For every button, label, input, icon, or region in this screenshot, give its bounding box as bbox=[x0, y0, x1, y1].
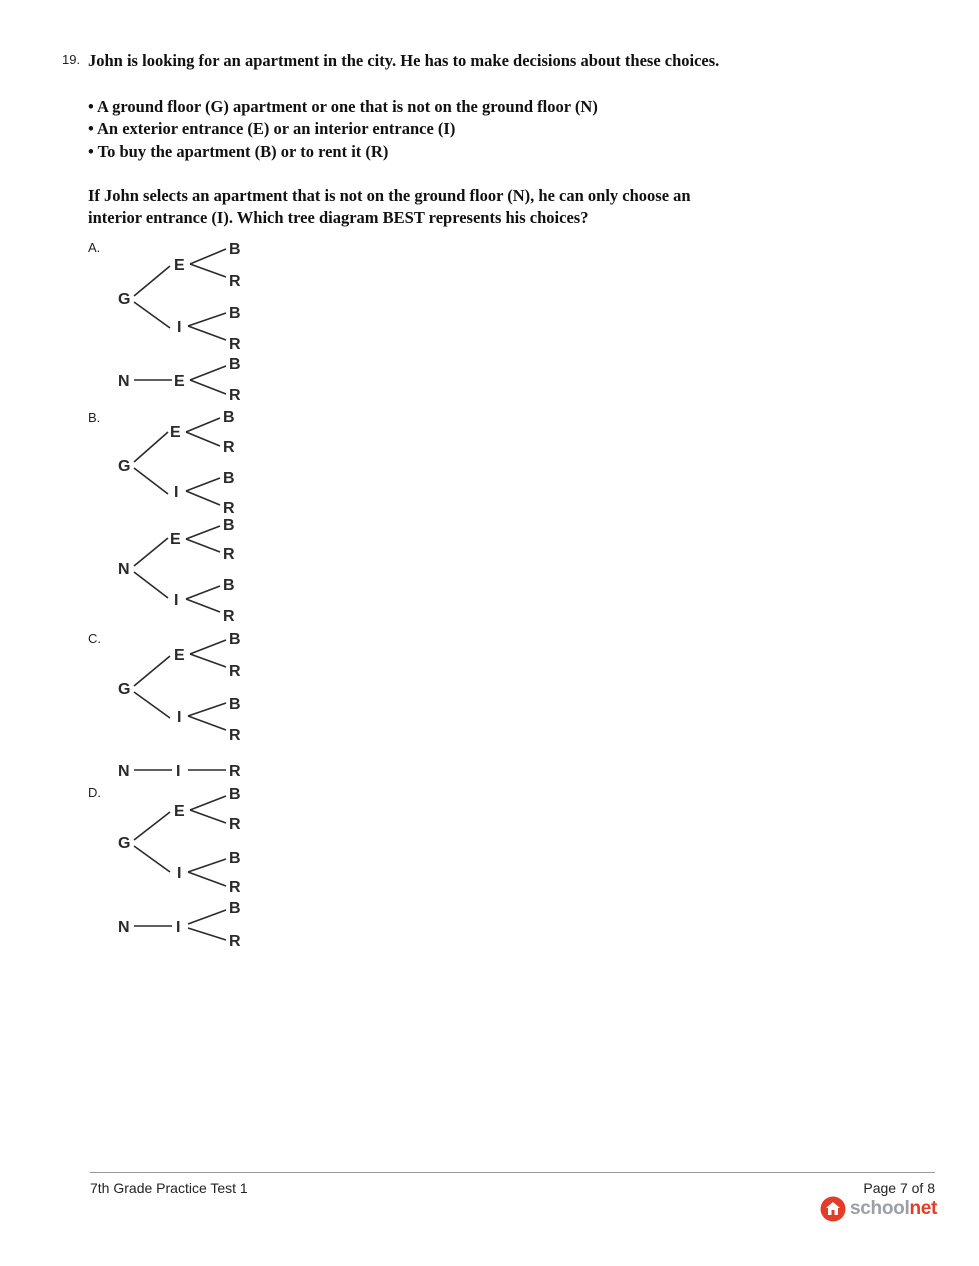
leaf-b: B bbox=[229, 305, 241, 322]
branch-i-b bbox=[186, 586, 220, 599]
branch-g-e bbox=[134, 656, 170, 686]
branch-i-r bbox=[186, 491, 220, 505]
question-prompt-line1: If John selects an apartment that is not on the ground floor (N), he can only choose an bbox=[88, 186, 691, 205]
branch-e-r bbox=[190, 810, 226, 823]
branch-i-b bbox=[188, 703, 226, 716]
leaf-r: R bbox=[229, 336, 241, 353]
leaf-r: R bbox=[229, 763, 241, 780]
branch-e-r bbox=[186, 539, 220, 552]
leaf-r: R bbox=[229, 879, 241, 896]
node-i-label: I bbox=[174, 592, 179, 609]
footer-test-name: 7th Grade Practice Test 1 bbox=[90, 1180, 248, 1196]
branch-e-b bbox=[190, 640, 226, 654]
house-icon bbox=[820, 1196, 846, 1222]
question-prompt-line2: interior entrance (I). Which tree diagram BEST represents his choices? bbox=[88, 208, 589, 227]
option-c-label[interactable]: C. bbox=[88, 631, 101, 646]
brand-part-net: net bbox=[909, 1198, 938, 1219]
leaf-r: R bbox=[229, 273, 241, 290]
bullet-entrance: • An exterior entrance (E) or an interior entrance (I) bbox=[88, 119, 456, 138]
branch-i-r bbox=[188, 872, 226, 886]
node-i-label: I bbox=[174, 484, 179, 501]
leaf-r: R bbox=[229, 387, 241, 404]
bullet-buy-rent: • To buy the apartment (B) or to rent it (R) bbox=[88, 142, 389, 161]
leaf-r: R bbox=[223, 500, 235, 517]
option-d-label[interactable]: D. bbox=[88, 785, 101, 800]
leaf-b: B bbox=[223, 517, 235, 534]
leaf-b: B bbox=[223, 577, 235, 594]
footer-divider bbox=[90, 1172, 935, 1173]
node-e-label: E bbox=[174, 373, 185, 390]
node-n-label: N bbox=[118, 919, 130, 936]
branch-e-r bbox=[190, 264, 226, 277]
branch-e-r bbox=[190, 654, 226, 667]
footer-page-number: Page 7 of 8 bbox=[863, 1180, 935, 1196]
branch-i-r bbox=[188, 716, 226, 730]
brand-name bbox=[850, 1198, 937, 1220]
node-i-label: I bbox=[176, 763, 181, 780]
branch-i-r bbox=[186, 599, 220, 612]
bullet-ground-floor: • A ground floor (G) apartment or one that is not on the ground floor (N) bbox=[88, 97, 598, 116]
branch-n-e bbox=[134, 538, 168, 566]
option-b-label[interactable]: B. bbox=[88, 410, 101, 425]
branch-g-e bbox=[134, 266, 170, 296]
branch-g-i bbox=[134, 692, 170, 718]
branch-e-b bbox=[186, 418, 220, 432]
option-d-tree-diagram[interactable] bbox=[108, 782, 258, 950]
leaf-r: R bbox=[229, 663, 241, 680]
node-e-label: E bbox=[170, 531, 181, 548]
leaf-b: B bbox=[229, 786, 241, 803]
node-i-label: I bbox=[177, 865, 182, 882]
node-g-label: G bbox=[118, 835, 131, 852]
node-g-label: G bbox=[118, 681, 131, 698]
branch-e-r bbox=[186, 432, 220, 446]
branch-g-i bbox=[134, 302, 170, 328]
node-g-label: G bbox=[118, 291, 131, 308]
node-i-label: I bbox=[176, 919, 181, 936]
option-a-tree-diagram[interactable] bbox=[108, 236, 258, 404]
node-n-label: N bbox=[118, 561, 130, 578]
branch-i-r bbox=[188, 326, 226, 340]
leaf-b: B bbox=[229, 356, 241, 373]
branch-i-b bbox=[188, 859, 226, 872]
leaf-b: B bbox=[229, 900, 241, 917]
branch-i-b bbox=[188, 313, 226, 326]
node-n-label: N bbox=[118, 763, 130, 780]
node-n-label: N bbox=[118, 373, 130, 390]
question-stem: John is looking for an apartment in the city. He has to make decisions about these choices. bbox=[88, 51, 720, 70]
leaf-b: B bbox=[229, 696, 241, 713]
branch-g-i bbox=[134, 468, 168, 494]
branch-g-e bbox=[134, 432, 168, 462]
node-e-label: E bbox=[174, 647, 185, 664]
node-e-label: E bbox=[170, 424, 181, 441]
branch-e-b bbox=[190, 249, 226, 264]
leaf-b: B bbox=[229, 241, 241, 258]
leaf-b: B bbox=[223, 409, 235, 426]
branch-g-e bbox=[134, 812, 170, 840]
branch-g-i bbox=[134, 846, 170, 872]
leaf-r: R bbox=[229, 933, 241, 950]
question-number: 19. bbox=[62, 52, 81, 67]
leaf-b: B bbox=[229, 850, 241, 867]
leaf-b: B bbox=[223, 470, 235, 487]
leaf-r: R bbox=[229, 727, 241, 744]
option-b-tree-diagram[interactable] bbox=[108, 404, 258, 624]
option-a-label[interactable]: A. bbox=[88, 240, 101, 255]
schoolnet-logo bbox=[820, 1196, 937, 1222]
branch-i-r bbox=[188, 928, 226, 940]
branch-e-b bbox=[190, 796, 226, 810]
leaf-r: R bbox=[223, 439, 235, 456]
branch-n-i bbox=[134, 572, 168, 598]
option-c-tree-diagram[interactable] bbox=[108, 626, 258, 780]
leaf-b: B bbox=[229, 631, 241, 648]
node-i-label: I bbox=[177, 319, 182, 336]
leaf-r: R bbox=[229, 816, 241, 833]
node-e-label: E bbox=[174, 257, 185, 274]
branch-e-b bbox=[186, 526, 220, 539]
branch-i-b bbox=[188, 910, 226, 924]
leaf-r: R bbox=[223, 608, 235, 624]
branch-e-b bbox=[190, 366, 226, 380]
node-e-label: E bbox=[174, 803, 185, 820]
node-i-label: I bbox=[177, 709, 182, 726]
brand-part-school: school bbox=[850, 1198, 910, 1219]
node-g-label: G bbox=[118, 458, 131, 475]
branch-i-b bbox=[186, 478, 220, 491]
leaf-r: R bbox=[223, 546, 235, 563]
branch-e-r bbox=[190, 380, 226, 394]
